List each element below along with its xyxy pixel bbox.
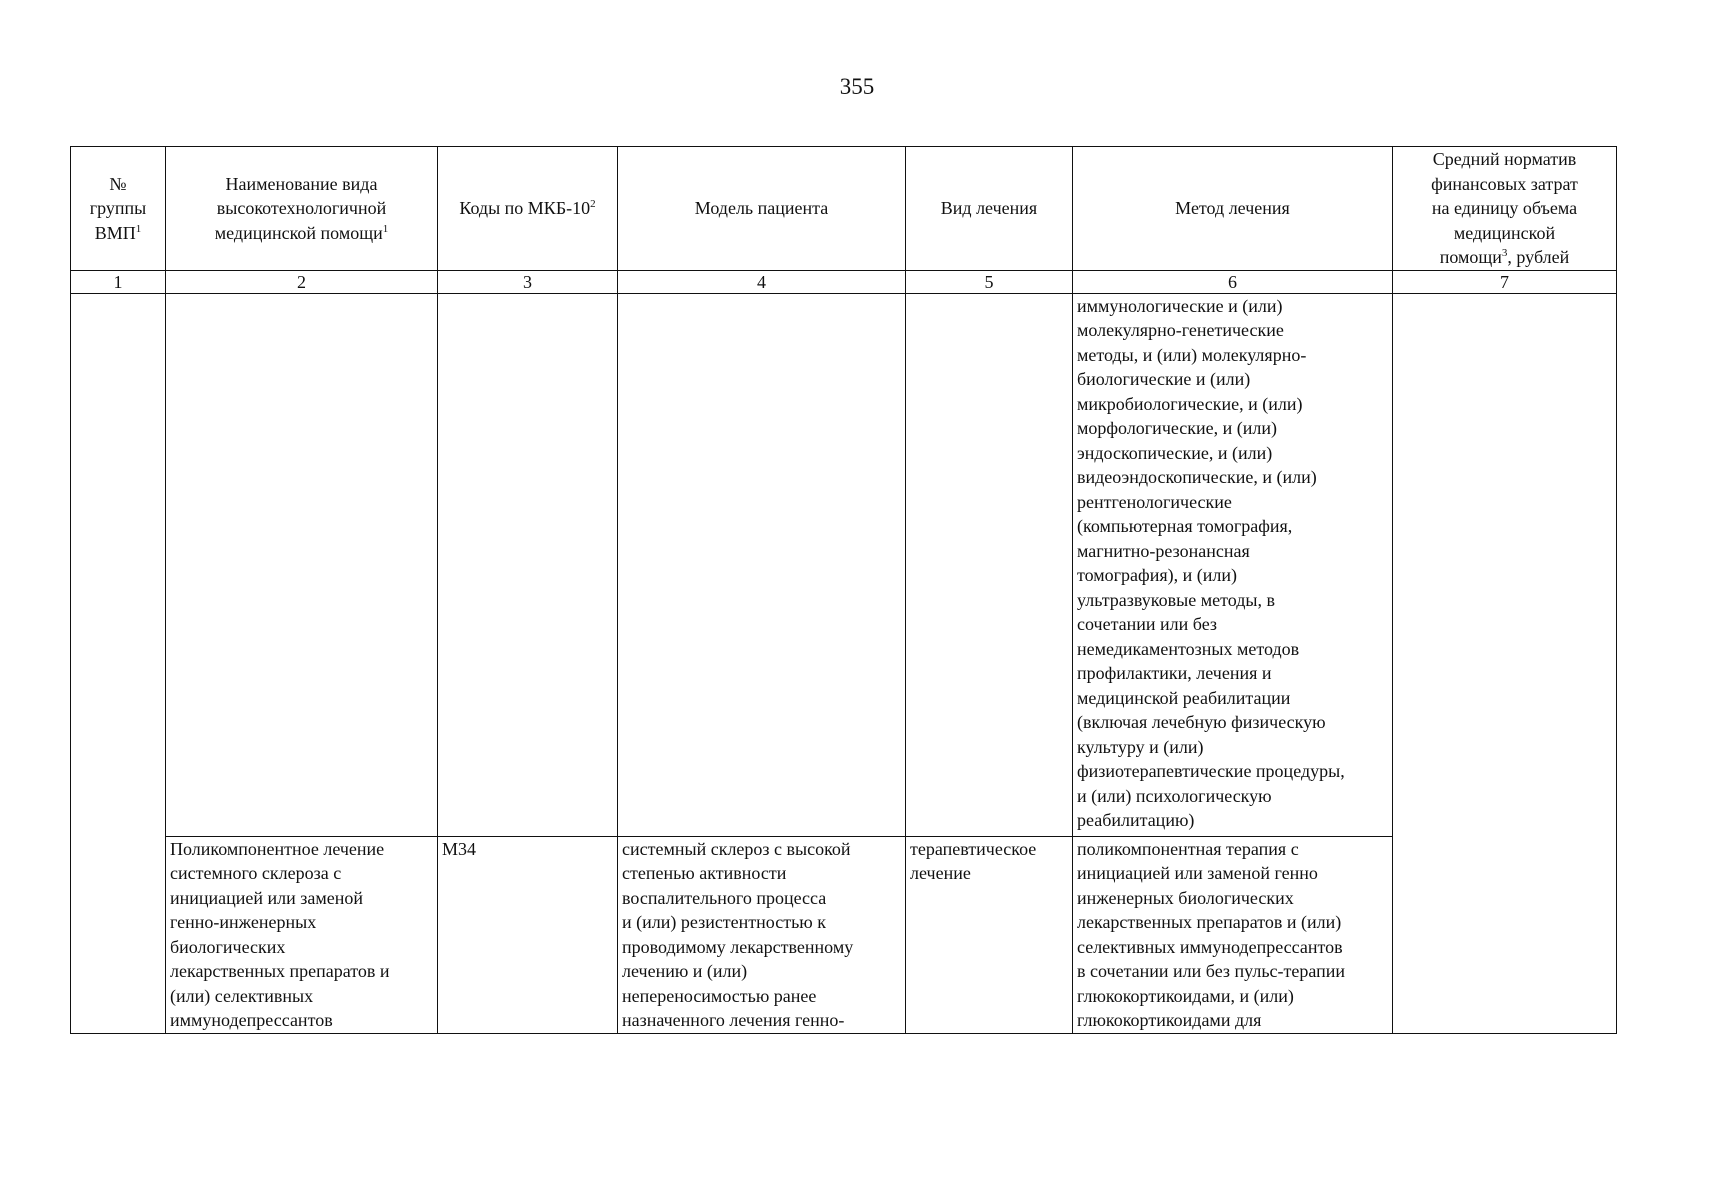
vmp-table xyxy=(70,146,1617,1034)
column-number: 3 xyxy=(438,270,618,293)
cost-norm-cell xyxy=(1393,293,1617,1033)
header-treatment-type: Вид лечения xyxy=(906,147,1073,271)
treatment-type-cell xyxy=(906,293,1073,836)
header-row xyxy=(71,147,1617,271)
treatment-type-cell: терапевтическое лечение xyxy=(906,836,1073,1033)
header-treatment-method: Метод лечения xyxy=(1073,147,1393,271)
header-group-number: № группы ВМП$^1$ xyxy=(71,147,166,271)
header-patient-model: Модель пациента xyxy=(618,147,906,271)
table-row xyxy=(71,293,1617,836)
header-cost-norm: Средний норматив финансовых затрат на единицу объема медицинской помощи$^3$, рублей xyxy=(1393,147,1617,271)
care-type-name-cell: Поликомпонентное лечение системного склероза с инициацией или заменой генно-инженерных биологических лекарственных препаратов и (или) селективных иммунодепрессантов xyxy=(166,836,438,1033)
table-row xyxy=(71,836,1617,1033)
column-number: 7 xyxy=(1393,270,1617,293)
column-number-row xyxy=(71,270,1617,293)
header-care-type-name: Наименование вида высокотехнологичной медицинской помощи$^1$ xyxy=(166,147,438,271)
vmp-table-container xyxy=(70,146,1616,1034)
column-number: 1 xyxy=(71,270,166,293)
column-number: 5 xyxy=(906,270,1073,293)
column-number: 2 xyxy=(166,270,438,293)
icd-codes-cell xyxy=(438,293,618,836)
patient-model-cell xyxy=(618,293,906,836)
column-number: 6 xyxy=(1073,270,1393,293)
page-number: 355 xyxy=(839,74,875,99)
header-icd-codes: Коды по МКБ-$10^2$ xyxy=(438,147,618,271)
group-number-cell xyxy=(71,293,166,1033)
treatment-method-cell: поликомпонентная терапия с инициацией или заменой генно инженерных биологических лекарственных препаратов и (или) селективных иммунодепрессантов в сочетании или без пульс-терапии глюкокортикоидами, и (или) глюкокортикоидами для xyxy=(1073,836,1393,1033)
icd-codes-cell: M34 xyxy=(438,836,618,1033)
treatment-method-cell: иммунологические и (или) молекулярно-генетические методы, и (или) молекулярно- биологические и (или) микробиологические, и (или) морфологические, и (или) эндоскопические, и (или) видеоэндоскопические, и (или) рентгенологические (компьютерная томография, магнитно-резонансная томография), и (или) ультразвуковые методы, в сочетании или без немедикаментозных методов профилактики, лечения и медицинской реабилитации (включая лечебную физическую культуру и (или) физиотерапевтические процедуры, и (или) психологическую реабилитацию) xyxy=(1073,293,1393,836)
column-number: 4 xyxy=(618,270,906,293)
care-type-name-cell xyxy=(166,293,438,836)
patient-model-cell: системный склероз с высокой степенью активности воспалительного процесса и (или) резистентностью к проводимому лекарственному лечению и (или) непереносимостью ранее назначенного лечения генно- xyxy=(618,836,906,1033)
